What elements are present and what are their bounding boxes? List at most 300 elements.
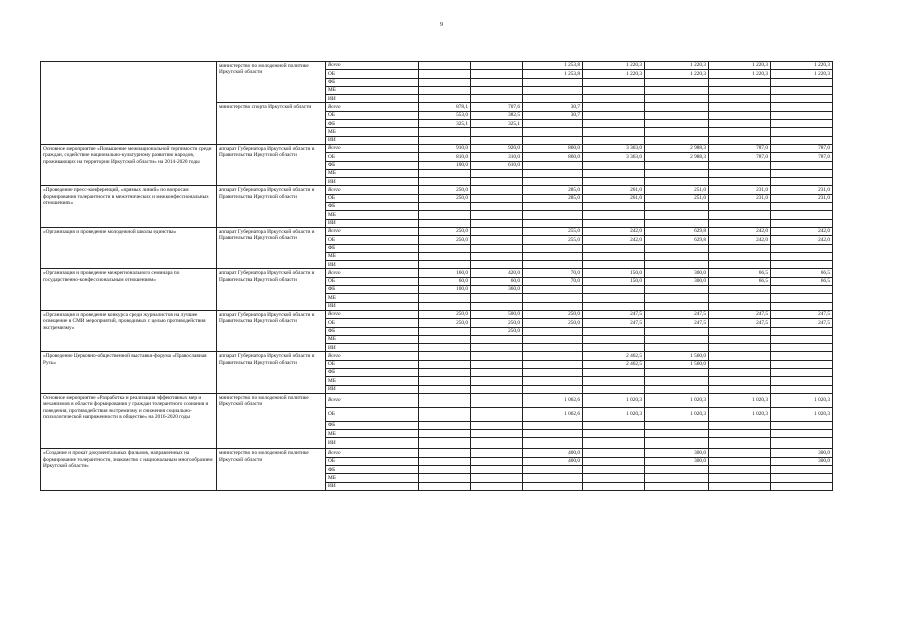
amount-cell — [523, 335, 583, 343]
amount-cell — [523, 474, 583, 482]
funding-source: МБ — [326, 128, 419, 136]
amount-cell: 300,0 — [645, 457, 709, 465]
amount-cell — [419, 368, 471, 376]
amount-cell — [771, 482, 833, 490]
funding-source: ФБ — [326, 466, 419, 474]
amount-cell: 231,0 — [771, 194, 833, 202]
responsible-executor: министерство по молодежной политике Иркутской области — [217, 62, 326, 103]
amount-cell — [471, 449, 523, 457]
amount-cell: 810,0 — [419, 153, 471, 161]
amount-cell — [419, 449, 471, 457]
funding-source: ФБ — [326, 78, 419, 86]
amount-cell — [471, 352, 523, 360]
amount-cell — [583, 368, 645, 376]
funding-source: МБ — [326, 474, 419, 482]
amount-cell — [419, 352, 471, 360]
funding-source: ИИ — [326, 302, 419, 310]
amount-cell: 242,0 — [583, 236, 645, 244]
amount-cell — [523, 385, 583, 393]
amount-cell — [645, 261, 709, 269]
funding-source: ФБ — [326, 203, 419, 211]
funding-source: Всего — [326, 227, 419, 235]
amount-cell: 150,0 — [583, 277, 645, 285]
amount-cell — [645, 438, 709, 449]
amount-cell — [709, 252, 771, 260]
amount-cell — [471, 227, 523, 235]
amount-cell — [583, 95, 645, 103]
amount-cell: 150,0 — [583, 269, 645, 277]
amount-cell: 3 363,0 — [583, 153, 645, 161]
funding-source: Всего — [326, 449, 419, 457]
amount-cell — [771, 111, 833, 119]
amount-cell: 247,5 — [645, 310, 709, 318]
amount-cell — [419, 407, 471, 421]
amount-cell — [523, 120, 583, 128]
amount-cell — [583, 178, 645, 186]
amount-cell — [645, 294, 709, 302]
amount-cell — [771, 421, 833, 429]
amount-cell — [471, 377, 523, 385]
amount-cell — [523, 286, 583, 294]
amount-cell — [709, 111, 771, 119]
amount-cell — [709, 430, 771, 438]
table-row — [41, 393, 833, 407]
amount-cell — [771, 385, 833, 393]
amount-cell — [471, 368, 523, 376]
amount-cell — [771, 352, 833, 360]
amount-cell — [771, 169, 833, 177]
funding-source: ФБ — [326, 161, 419, 169]
amount-cell — [419, 128, 471, 136]
amount-cell: 250,0 — [523, 319, 583, 327]
amount-cell: 1 220,3 — [583, 70, 645, 78]
activity-description: Основное мероприятие «Разработка и реализация эффективных мер и механизмов в области формирования у граждан толерантного сознания и поведения, противодействия экстремизму и снижения социально-психологической напряженности в обществе» на 2016-2020 годы — [41, 393, 217, 449]
amount-cell: 300,0 — [645, 449, 709, 457]
funding-source: ИИ — [326, 178, 419, 186]
amount-cell: 247,5 — [583, 310, 645, 318]
funding-source: ИИ — [326, 136, 419, 144]
amount-cell — [645, 286, 709, 294]
amount-cell — [645, 95, 709, 103]
amount-cell — [471, 457, 523, 465]
amount-cell — [709, 421, 771, 429]
amount-cell — [471, 360, 523, 368]
amount-cell — [583, 421, 645, 429]
amount-cell — [471, 421, 523, 429]
amount-cell — [419, 261, 471, 269]
amount-cell — [583, 219, 645, 227]
amount-cell — [771, 261, 833, 269]
amount-cell: 70,0 — [523, 277, 583, 285]
amount-cell: 66,5 — [771, 269, 833, 277]
responsible-executor: аппарат Губернатора Иркутской области и Правительства Иркутской области — [217, 144, 326, 185]
amount-cell — [583, 385, 645, 393]
amount-cell — [709, 78, 771, 86]
amount-cell — [471, 186, 523, 194]
amount-cell — [419, 169, 471, 177]
funding-source: ОБ — [326, 70, 419, 78]
amount-cell — [645, 136, 709, 144]
amount-cell — [771, 211, 833, 219]
responsible-executor: аппарат Губернатора Иркутской области и Правительства Иркутской области — [217, 186, 326, 227]
amount-cell — [709, 344, 771, 352]
amount-cell — [419, 482, 471, 490]
amount-cell — [583, 438, 645, 449]
funding-source: Всего — [326, 186, 419, 194]
amount-cell: 2 462,5 — [583, 360, 645, 368]
funding-source: ОБ — [326, 277, 419, 285]
amount-cell — [583, 128, 645, 136]
amount-cell — [419, 421, 471, 429]
amount-cell: 247,5 — [709, 310, 771, 318]
funding-source: ИИ — [326, 438, 419, 449]
amount-cell — [583, 252, 645, 260]
amount-cell — [709, 211, 771, 219]
amount-cell — [583, 430, 645, 438]
amount-cell — [523, 95, 583, 103]
activity-description: «Организация и проведение межрегионального семинара по государственно-конфессиональным отношениям» — [41, 269, 217, 310]
amount-cell — [419, 136, 471, 144]
funding-source: МБ — [326, 252, 419, 260]
table-row — [41, 449, 833, 457]
amount-cell — [709, 302, 771, 310]
responsible-executor: министерство спорта Иркутской области — [217, 103, 326, 144]
amount-cell — [419, 178, 471, 186]
amount-cell — [583, 86, 645, 94]
amount-cell — [419, 360, 471, 368]
amount-cell — [771, 438, 833, 449]
amount-cell: 2 988,3 — [645, 153, 709, 161]
amount-cell — [523, 294, 583, 302]
amount-cell — [471, 244, 523, 252]
amount-cell — [709, 294, 771, 302]
amount-cell — [419, 385, 471, 393]
amount-cell: 242,0 — [583, 227, 645, 235]
amount-cell: 60,0 — [419, 277, 471, 285]
amount-cell: 250,0 — [471, 327, 523, 335]
amount-cell — [583, 161, 645, 169]
amount-cell: 1 220,3 — [771, 70, 833, 78]
table-row — [41, 269, 833, 277]
amount-cell: 285,0 — [523, 186, 583, 194]
funding-source: ФБ — [326, 421, 419, 429]
amount-cell — [419, 294, 471, 302]
budget-table — [40, 61, 833, 491]
amount-cell — [471, 86, 523, 94]
amount-cell — [523, 261, 583, 269]
amount-cell — [523, 352, 583, 360]
amount-cell — [645, 327, 709, 335]
funding-source: МБ — [326, 377, 419, 385]
amount-cell — [523, 86, 583, 94]
amount-cell: 250,0 — [419, 319, 471, 327]
amount-cell: 1 253,8 — [523, 70, 583, 78]
amount-cell: 3 363,0 — [583, 144, 645, 152]
amount-cell: 1 020,3 — [709, 393, 771, 407]
amount-cell: 310,0 — [471, 153, 523, 161]
amount-cell — [645, 128, 709, 136]
amount-cell: 255,0 — [523, 236, 583, 244]
amount-cell: 1 220,3 — [645, 62, 709, 70]
amount-cell — [645, 252, 709, 260]
amount-cell — [471, 474, 523, 482]
amount-cell — [471, 252, 523, 260]
amount-cell — [523, 244, 583, 252]
funding-source: ИИ — [326, 344, 419, 352]
amount-cell — [419, 393, 471, 407]
amount-cell: 30,7 — [523, 111, 583, 119]
table-row — [41, 62, 833, 70]
amount-cell — [419, 474, 471, 482]
funding-source: Всего — [326, 103, 419, 111]
amount-cell — [709, 244, 771, 252]
responsible-executor: аппарат Губернатора Иркутской области и Правительства Иркутской области — [217, 269, 326, 310]
amount-cell: 707,6 — [471, 103, 523, 111]
amount-cell — [771, 128, 833, 136]
amount-cell — [771, 360, 833, 368]
amount-cell: 1 020,3 — [583, 407, 645, 421]
amount-cell — [709, 169, 771, 177]
amount-cell: 1 220,3 — [645, 70, 709, 78]
amount-cell — [709, 128, 771, 136]
amount-cell — [471, 62, 523, 70]
amount-cell — [771, 368, 833, 376]
funding-source: ИИ — [326, 385, 419, 393]
funding-source: Всего — [326, 62, 419, 70]
page-number: 9 — [440, 22, 443, 28]
amount-cell — [523, 377, 583, 385]
amount-cell: 70,0 — [523, 269, 583, 277]
funding-source: ФБ — [326, 327, 419, 335]
amount-cell: 300,0 — [771, 457, 833, 465]
amount-cell: 1 220,3 — [709, 62, 771, 70]
amount-cell: 2 988,3 — [645, 144, 709, 152]
amount-cell — [471, 407, 523, 421]
amount-cell — [471, 294, 523, 302]
amount-cell: 1 560,0 — [645, 360, 709, 368]
amount-cell: 250,0 — [419, 236, 471, 244]
amount-cell: 255,0 — [523, 227, 583, 235]
amount-cell — [645, 211, 709, 219]
amount-cell: 1 020,3 — [771, 393, 833, 407]
amount-cell — [583, 449, 645, 457]
amount-cell — [771, 244, 833, 252]
amount-cell: 250,0 — [419, 310, 471, 318]
amount-cell: 66,5 — [709, 277, 771, 285]
amount-cell — [771, 474, 833, 482]
amount-cell — [523, 178, 583, 186]
funding-source: ОБ — [326, 360, 419, 368]
amount-cell — [709, 377, 771, 385]
amount-cell — [419, 95, 471, 103]
amount-cell: 860,0 — [523, 153, 583, 161]
amount-cell — [771, 430, 833, 438]
amount-cell — [583, 244, 645, 252]
responsible-executor: аппарат Губернатора Иркутской области и Правительства Иркутской области — [217, 227, 326, 268]
amount-cell — [523, 128, 583, 136]
amount-cell — [771, 302, 833, 310]
funding-source: ИИ — [326, 482, 419, 490]
amount-cell — [583, 344, 645, 352]
funding-source: Всего — [326, 393, 419, 407]
amount-cell: 787,0 — [709, 144, 771, 152]
amount-cell: 250,0 — [419, 186, 471, 194]
amount-cell — [523, 368, 583, 376]
amount-cell — [471, 203, 523, 211]
funding-source: ФБ — [326, 120, 419, 128]
amount-cell — [771, 86, 833, 94]
amount-cell — [709, 327, 771, 335]
amount-cell: 247,5 — [709, 319, 771, 327]
amount-cell — [645, 244, 709, 252]
amount-cell: 66,5 — [709, 269, 771, 277]
amount-cell — [645, 120, 709, 128]
amount-cell — [523, 136, 583, 144]
amount-cell — [523, 169, 583, 177]
amount-cell: 100,0 — [419, 286, 471, 294]
amount-cell — [645, 421, 709, 429]
funding-source: ФБ — [326, 368, 419, 376]
amount-cell — [471, 335, 523, 343]
funding-source: ИИ — [326, 261, 419, 269]
amount-cell — [771, 294, 833, 302]
amount-cell: 787,0 — [771, 144, 833, 152]
amount-cell — [771, 344, 833, 352]
amount-cell — [645, 78, 709, 86]
amount-cell — [471, 70, 523, 78]
amount-cell: 231,0 — [709, 194, 771, 202]
amount-cell — [645, 219, 709, 227]
amount-cell: 1 020,3 — [645, 407, 709, 421]
amount-cell: 285,0 — [523, 194, 583, 202]
amount-cell — [709, 368, 771, 376]
amount-cell — [709, 335, 771, 343]
amount-cell — [771, 286, 833, 294]
amount-cell — [471, 236, 523, 244]
responsible-executor: министерство по молодежной политике Иркутской области — [217, 393, 326, 449]
amount-cell — [583, 120, 645, 128]
amount-cell: 500,0 — [471, 310, 523, 318]
amount-cell — [419, 211, 471, 219]
amount-cell — [583, 474, 645, 482]
amount-cell — [419, 62, 471, 70]
amount-cell — [419, 430, 471, 438]
amount-cell: 787,0 — [771, 153, 833, 161]
amount-cell — [419, 78, 471, 86]
funding-source: ФБ — [326, 244, 419, 252]
amount-cell — [471, 438, 523, 449]
amount-cell — [471, 169, 523, 177]
amount-cell — [523, 161, 583, 169]
amount-cell: 878,1 — [419, 103, 471, 111]
amount-cell — [523, 482, 583, 490]
amount-cell — [419, 335, 471, 343]
amount-cell — [709, 95, 771, 103]
amount-cell — [583, 377, 645, 385]
amount-cell — [645, 302, 709, 310]
amount-cell: 1 220,3 — [771, 62, 833, 70]
amount-cell: 1 020,3 — [709, 407, 771, 421]
amount-cell — [583, 466, 645, 474]
activity-description: «Организация и проведение молодежной школы единства» — [41, 227, 217, 268]
amount-cell — [419, 327, 471, 335]
amount-cell: 247,5 — [771, 319, 833, 327]
amount-cell — [771, 335, 833, 343]
amount-cell — [645, 203, 709, 211]
amount-cell — [471, 211, 523, 219]
amount-cell — [645, 335, 709, 343]
amount-cell: 325,1 — [419, 120, 471, 128]
amount-cell — [771, 252, 833, 260]
amount-cell — [709, 352, 771, 360]
amount-cell — [523, 438, 583, 449]
responsible-executor: министерство по молодежной политике Иркутской области — [217, 449, 326, 490]
amount-cell: 231,0 — [709, 186, 771, 194]
amount-cell: 242,0 — [771, 227, 833, 235]
amount-cell — [583, 335, 645, 343]
funding-source: Всего — [326, 269, 419, 277]
amount-cell — [709, 466, 771, 474]
amount-cell — [645, 103, 709, 111]
table-row — [41, 227, 833, 235]
amount-cell — [645, 482, 709, 490]
amount-cell — [471, 466, 523, 474]
amount-cell — [645, 178, 709, 186]
amount-cell — [771, 377, 833, 385]
amount-cell: 247,5 — [583, 319, 645, 327]
amount-cell — [645, 430, 709, 438]
amount-cell — [709, 360, 771, 368]
amount-cell — [709, 203, 771, 211]
funding-source: ОБ — [326, 236, 419, 244]
amount-cell — [419, 377, 471, 385]
amount-cell: 250,0 — [419, 227, 471, 235]
amount-cell: 160,0 — [419, 269, 471, 277]
amount-cell — [523, 344, 583, 352]
amount-cell — [471, 219, 523, 227]
amount-cell: 300,0 — [771, 449, 833, 457]
amount-cell — [471, 128, 523, 136]
funding-source: ОБ — [326, 194, 419, 202]
activity-description: «Проведение Церковно-общественной выставки-форума «Православная Русь» — [41, 352, 217, 393]
amount-cell — [645, 111, 709, 119]
amount-cell — [523, 421, 583, 429]
funding-source: ФБ — [326, 286, 419, 294]
amount-cell: 100,0 — [419, 161, 471, 169]
amount-cell — [645, 474, 709, 482]
amount-cell — [583, 482, 645, 490]
table-row — [41, 352, 833, 360]
amount-cell — [583, 286, 645, 294]
amount-cell: 400,0 — [523, 457, 583, 465]
amount-cell — [709, 86, 771, 94]
amount-cell — [709, 457, 771, 465]
amount-cell — [645, 169, 709, 177]
amount-cell — [419, 302, 471, 310]
amount-cell — [645, 86, 709, 94]
amount-cell — [471, 178, 523, 186]
amount-cell — [709, 449, 771, 457]
funding-source: ИИ — [326, 219, 419, 227]
amount-cell: 382,5 — [471, 111, 523, 119]
amount-cell — [583, 294, 645, 302]
amount-cell — [709, 385, 771, 393]
amount-cell: 300,0 — [645, 277, 709, 285]
amount-cell: 247,5 — [771, 310, 833, 318]
amount-cell — [523, 327, 583, 335]
amount-cell — [419, 203, 471, 211]
amount-cell — [583, 327, 645, 335]
